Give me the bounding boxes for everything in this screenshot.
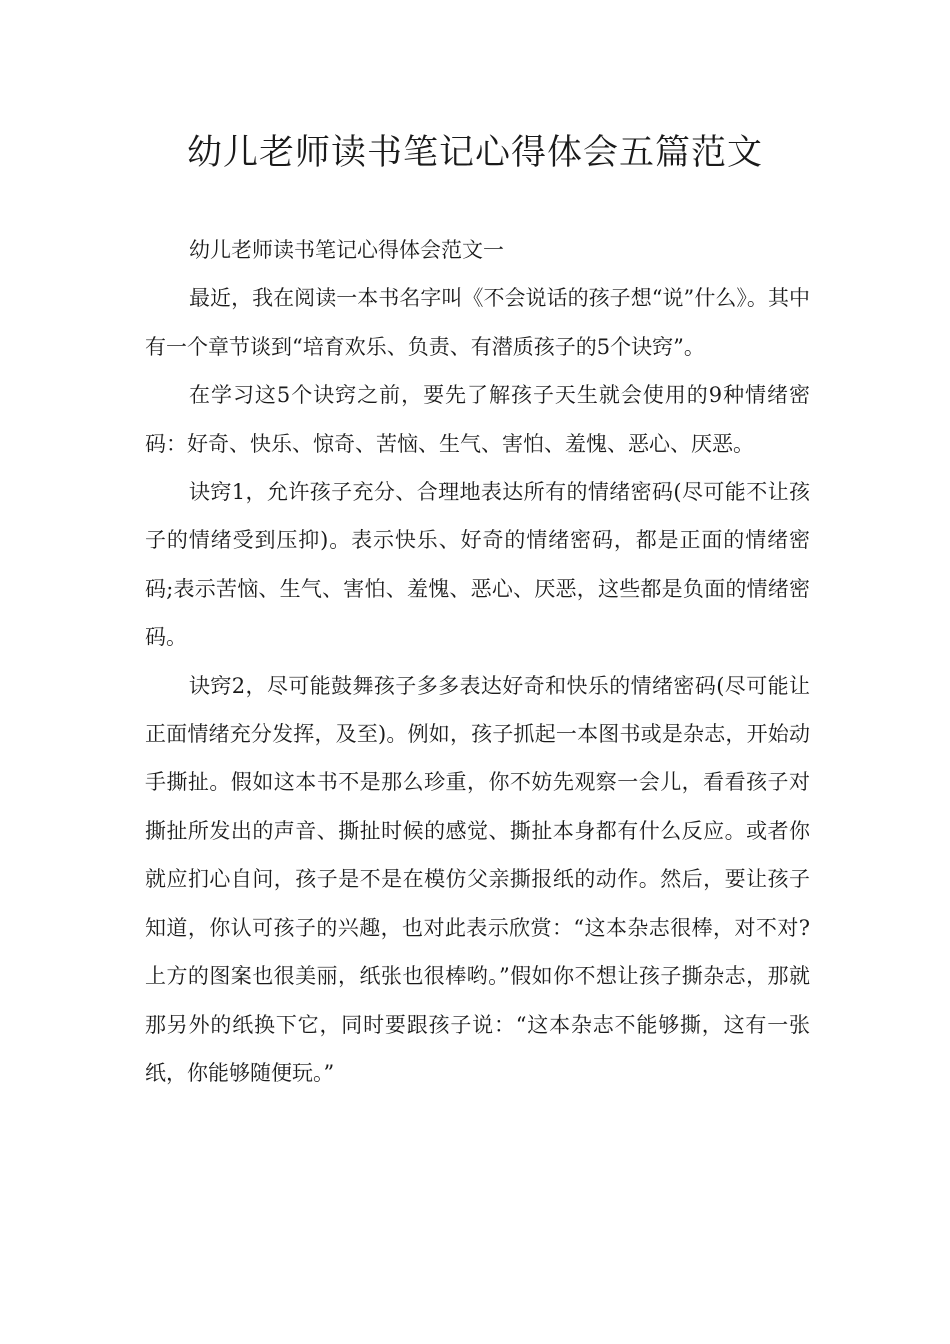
section-heading: 幼儿老师读书笔记心得体会范文一	[189, 238, 504, 262]
paragraph: 在学习这5个诀窍之前，要先了解孩子天生就会使用的9种情绪密码：好奇、快乐、惊奇、苦恼、生气、害怕、羞愧、恶心、厌恶。	[145, 383, 810, 456]
document-body	[145, 226, 810, 1097]
document-title: 幼儿老师读书笔记心得体会五篇范文	[186, 133, 763, 173]
paragraph: 最近，我在阅读一本书名字叫《不会说话的孩子想“说”什么》。其中有一个章节谈到“培育欢乐、负责、有潜质孩子的5个诀窍”。	[145, 286, 810, 359]
paragraph: 诀窍2，尽可能鼓舞孩子多多表达好奇和快乐的情绪密码(尽可能让正面情绪充分发挥，及至)。例如，孩子抓起一本图书或是杂志，开始动手撕扯。假如这本书不是那么珍重，你不妨先观察一会儿，看看孩子对撕扯所发出的声音、撕扯时候的感觉、撕扯本身都有什么反应。或者你就应扪心自问，孩子是不是在模仿父亲撕报纸的动作。然后，要让孩子知道，你认可孩子的兴趣，也对此表示欣赏：“这本杂志很棒，对不对?上方的图案也很美丽，纸张也很棒哟。”假如你不想让孩子撕杂志，那就那另外的纸换下它，同时要跟孩子说：“这本杂志不能够撕，这有一张纸，你能够随便玩。”	[145, 673, 810, 1085]
paragraph: 诀窍1，允许孩子充分、合理地表达所有的情绪密码(尽可能不让孩子的情绪受到压抑)。表示快乐、好奇的情绪密码，都是正面的情绪密码;表示苦恼、生气、害怕、羞愧、恶心、厌恶，这些都是负面的情绪密码。	[145, 480, 810, 650]
